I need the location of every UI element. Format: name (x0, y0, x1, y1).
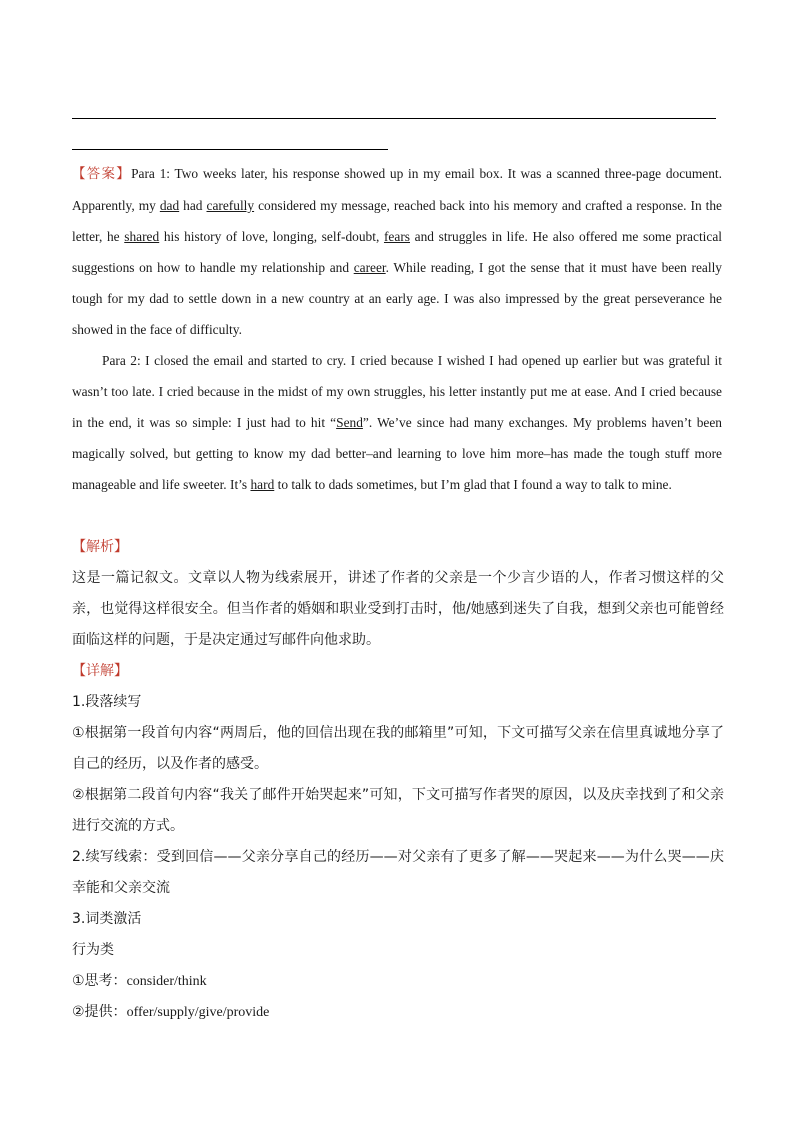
detail-section-1-title: 1.段落续写 (72, 694, 142, 710)
answer-tag: 【答案】 (72, 167, 132, 182)
detail-section-3-title: 3.词类激活 (72, 911, 142, 927)
answer-para1-underlined-word: carefully (206, 198, 255, 213)
detail-tag: 【详解】 (72, 663, 128, 679)
answer-para1-underlined-word: dad (159, 198, 180, 213)
answer-blank-line-1 (72, 118, 716, 119)
analysis-section (72, 532, 724, 656)
answer-para2-underlined-word: hard (250, 477, 275, 492)
answer-paragraph-1-text: Para 1: Two weeks later, his response showed up in my email box. It was a scanned three-page document. Apparently, my dad had carefully considered my message, reached back into his memory and crafted a response. In the letter, he shared his history of love, longing, self-doubt, fears and struggles in life. He also offered me some practical suggestions on how to handle my relationship and career. While reading, I got the sense that it must have been really tough for my dad to settle down in a new country at an early age. I was also impressed by the great perseverance he showed in the face of difficulty. (72, 166, 722, 337)
analysis-text: 这是一篇记叙文。文章以人物为线索展开，讲述了作者的父亲是一个少言少语的人，作者习惯这样的父亲，也觉得这样很安全。但当作者的婚姻和职业受到打击时，他/她感到迷失了自我，想到父亲也可能曾经面临这样的问题，于是决定通过写邮件向他求助。 (72, 570, 724, 648)
detail-section-1-item-2: ②根据第二段首句内容“我关了邮件开始哭起来”可知，下文可描写作者哭的原因，以及庆幸找到了和父亲进行交流的方式。 (72, 787, 724, 834)
answer-section (72, 158, 722, 500)
vocab-item-1-words: consider/think (126, 974, 207, 989)
answer-para1-underlined-word: shared (124, 229, 160, 244)
detail-section (72, 656, 724, 1028)
detail-section-2: 2.续写线索：受到回信——父亲分享自己的经历——对父亲有了更多了解——哭起来——为什么哭——庆幸能和父亲交流 (72, 849, 724, 896)
vocab-item-1-label: ①思考： (72, 973, 127, 989)
analysis-tag: 【解析】 (72, 539, 128, 555)
answer-para1-underlined-word: fears (383, 229, 410, 244)
vocab-item-2-label: ②提供： (72, 1004, 127, 1020)
vocab-item-1 (72, 966, 724, 997)
answer-paragraph-2: Para 2: I closed the email and started to cry. I cried because I wished I had opened up earlier but was grateful it wasn’t too late. I cried because in the midst of my own struggles, his letter instantly put me at ease. And I cried because in the end, it was so simple: I just had to hit “Send”. We’ve since had many exchanges. My problems haven’t been magically solved, but getting to know my dad better–and learning to love him more–has made the tough stuff more manageable and life sweeter. It’s hard to talk to dads sometimes, but I’m glad that I found a way to talk to mine. (72, 353, 722, 492)
detail-section-1-item-1: ①根据第一段首句内容“两周后，他的回信出现在我的邮箱里”可知，下文可描写父亲在信里真诚地分享了自己的经历，以及作者的感受。 (72, 725, 724, 772)
answer-para2-underlined-word: Send (336, 415, 363, 430)
answer-blank-line-2 (72, 149, 388, 150)
vocab-item-2-words: offer/supply/give/provide (126, 1005, 270, 1020)
answer-para1-underlined-word: career (353, 260, 386, 275)
vocab-item-2 (72, 997, 724, 1028)
answer-paragraph-1 (72, 158, 722, 345)
detail-section-3-subtitle: 行为类 (72, 942, 114, 958)
